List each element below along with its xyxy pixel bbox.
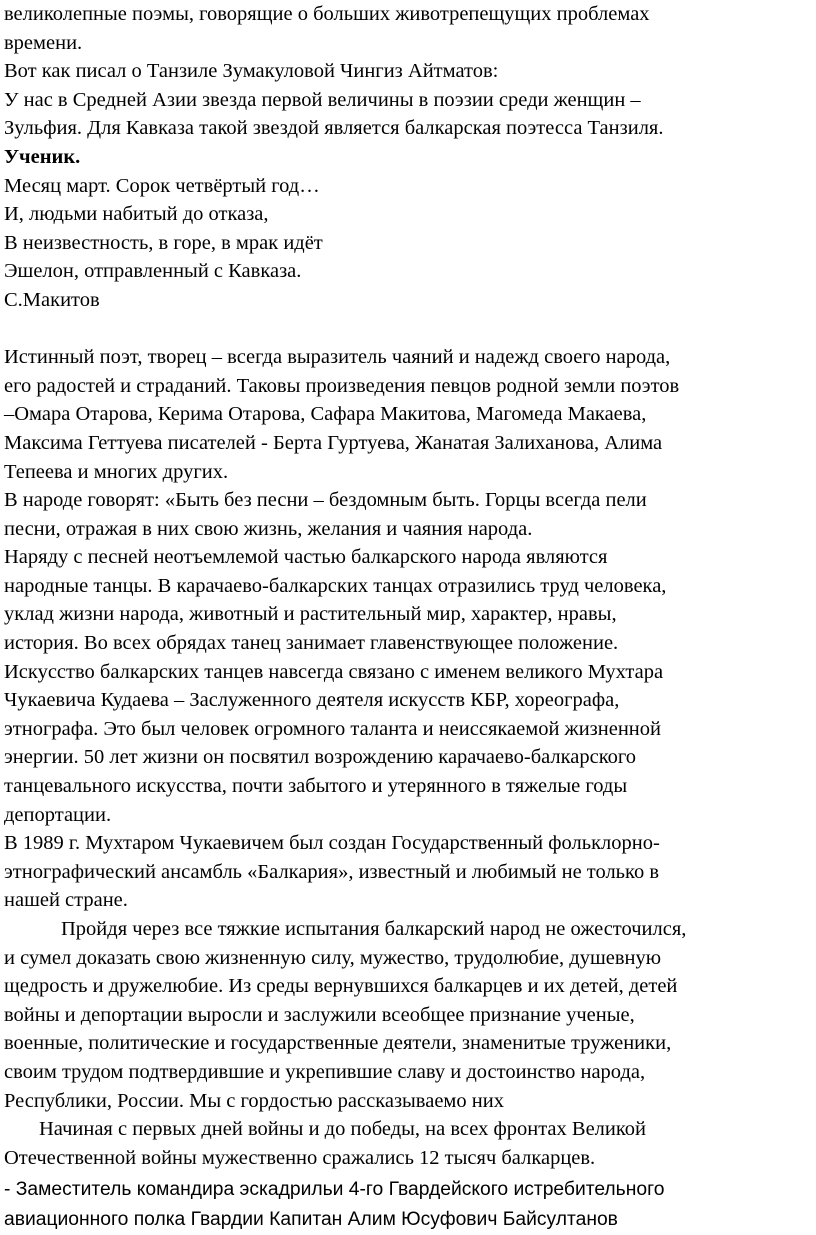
speaker-label: Ученик. <box>4 145 81 168</box>
hero-entry <box>4 1175 812 1235</box>
text-line: В народе говорят: «Быть без песни – бездомным быть. Горцы всегда пели <box>4 489 647 512</box>
text-line: Максима Геттуева писателей - Берта Гуртуева, Жанатая Залиханова, Алима <box>4 431 663 454</box>
poem-line: Эшелон, отправленный с Кавказа. <box>4 260 302 283</box>
text-line: Чукаевича Кудаева – Заслуженного деятеля искусств КБР, хореографа, <box>4 689 620 712</box>
text-line: щедрость и дружелюбие. Из среды вернувшихся балкарцев и их детей, детей <box>4 975 678 998</box>
text-line: Искусство балкарских танцев навсегда связано с именем великого Мухтара <box>4 660 664 683</box>
war-paragraph <box>4 1115 812 1172</box>
text-line: этнографический ансамбль «Балкария», известный и любимый не только в <box>4 860 660 883</box>
main-paragraphs <box>4 343 812 915</box>
text-line: В 1989 г. Мухтаром Чукаевичем был создан Государственный фольклорно- <box>4 832 660 855</box>
hero-line: - Заместитель командира эскадрильи 4-го Гвардейского истребительного <box>4 1179 665 1201</box>
poem-line: Месяц март. Сорок четвёртый год… <box>4 174 320 197</box>
text-line: Пройдя через все тяжкие испытания балкарский народ не ожесточился, <box>61 918 687 940</box>
text-line: войны и депортации выросли и заслужили всеобщее признание ученые, <box>4 1003 635 1026</box>
intro-paragraph <box>4 0 812 143</box>
text-line: и сумел доказать свою жизненную силу, мужество, трудолюбие, душевную <box>4 946 662 969</box>
poem-author: С.Макитов <box>4 288 100 311</box>
text-line: Отечественной войны мужественно сражались 12 тысяч балкарцев. <box>4 1146 596 1169</box>
text-line: У нас в Средней Азии звезда первой величины в поэзии среди женщин – <box>4 88 641 111</box>
text-line: времени. <box>4 31 83 54</box>
text-line: депортации. <box>4 803 112 826</box>
spacer <box>4 315 812 344</box>
text-line: энергии. 50 лет жизни он посвятил возрождению карачаево-балкарского <box>4 746 637 769</box>
text-line: военные, политические и государственные деятели, знаменитые труженики, <box>4 1032 672 1055</box>
text-line: Истинный поэт, творец – всегда выразитель чаяний и надежд своего народа, <box>4 346 671 369</box>
text-line: его радостей и страданий. Таковы произведения певцов родной земли поэтов <box>4 374 680 397</box>
text-line: –Омара Отарова, Керима Отарова, Сафара Макитова, Магомеда Макаева, <box>4 403 647 426</box>
text-line: Вот как писал о Танзиле Зумакуловой Чингиз Айтматов: <box>4 60 499 83</box>
poem <box>4 172 812 286</box>
hero-line: авиационного полка Гвардии Капитан Алим Юсуфович Байсултанов <box>4 1209 618 1231</box>
indented-paragraph <box>4 915 812 1115</box>
poem-line: И, людьми набитый до отказа, <box>4 203 269 226</box>
text-line: история. Во всех обрядах танец занимает главенствующее положение. <box>4 632 619 655</box>
text-line: танцевального искусства, почти забытого и утерянного в тяжелые годы <box>4 775 628 798</box>
poem-line: В неизвестность, в горе, в мрак идёт <box>4 231 323 254</box>
text-line: песни, отражая в них свою жизнь, желания и чаяния народа. <box>4 517 533 540</box>
text-line: Наряду с песней неотъемлемой частью балкарского народа являются <box>4 546 608 569</box>
text-line: своим трудом подтвердившие и укрепившие славу и достоинство народа, <box>4 1060 646 1083</box>
text-line: уклад жизни народа, животный и растительный мир, характер, нравы, <box>4 603 617 626</box>
text-line: народные танцы. В карачаево-балкарских танцах отразились труд человека, <box>4 574 667 597</box>
text-line: нашей стране. <box>4 889 128 912</box>
text-line: Начиная с первых дней войны и до победы, на всех фронтах Великой <box>39 1118 647 1141</box>
text-line: Тепеева и многих других. <box>4 460 229 483</box>
text-line: великолепные поэмы, говорящие о больших животрепещущих проблемах <box>4 3 650 25</box>
text-line: этнографа. Это был человек огромного таланта и неиссякаемой жизненной <box>4 717 662 740</box>
text-line: Республики, России. Мы с гордостью рассказываемо них <box>4 1089 504 1112</box>
text-line: Зульфия. Для Кавказа такой звездой является балкарская поэтесса Танзиля. <box>4 117 664 140</box>
